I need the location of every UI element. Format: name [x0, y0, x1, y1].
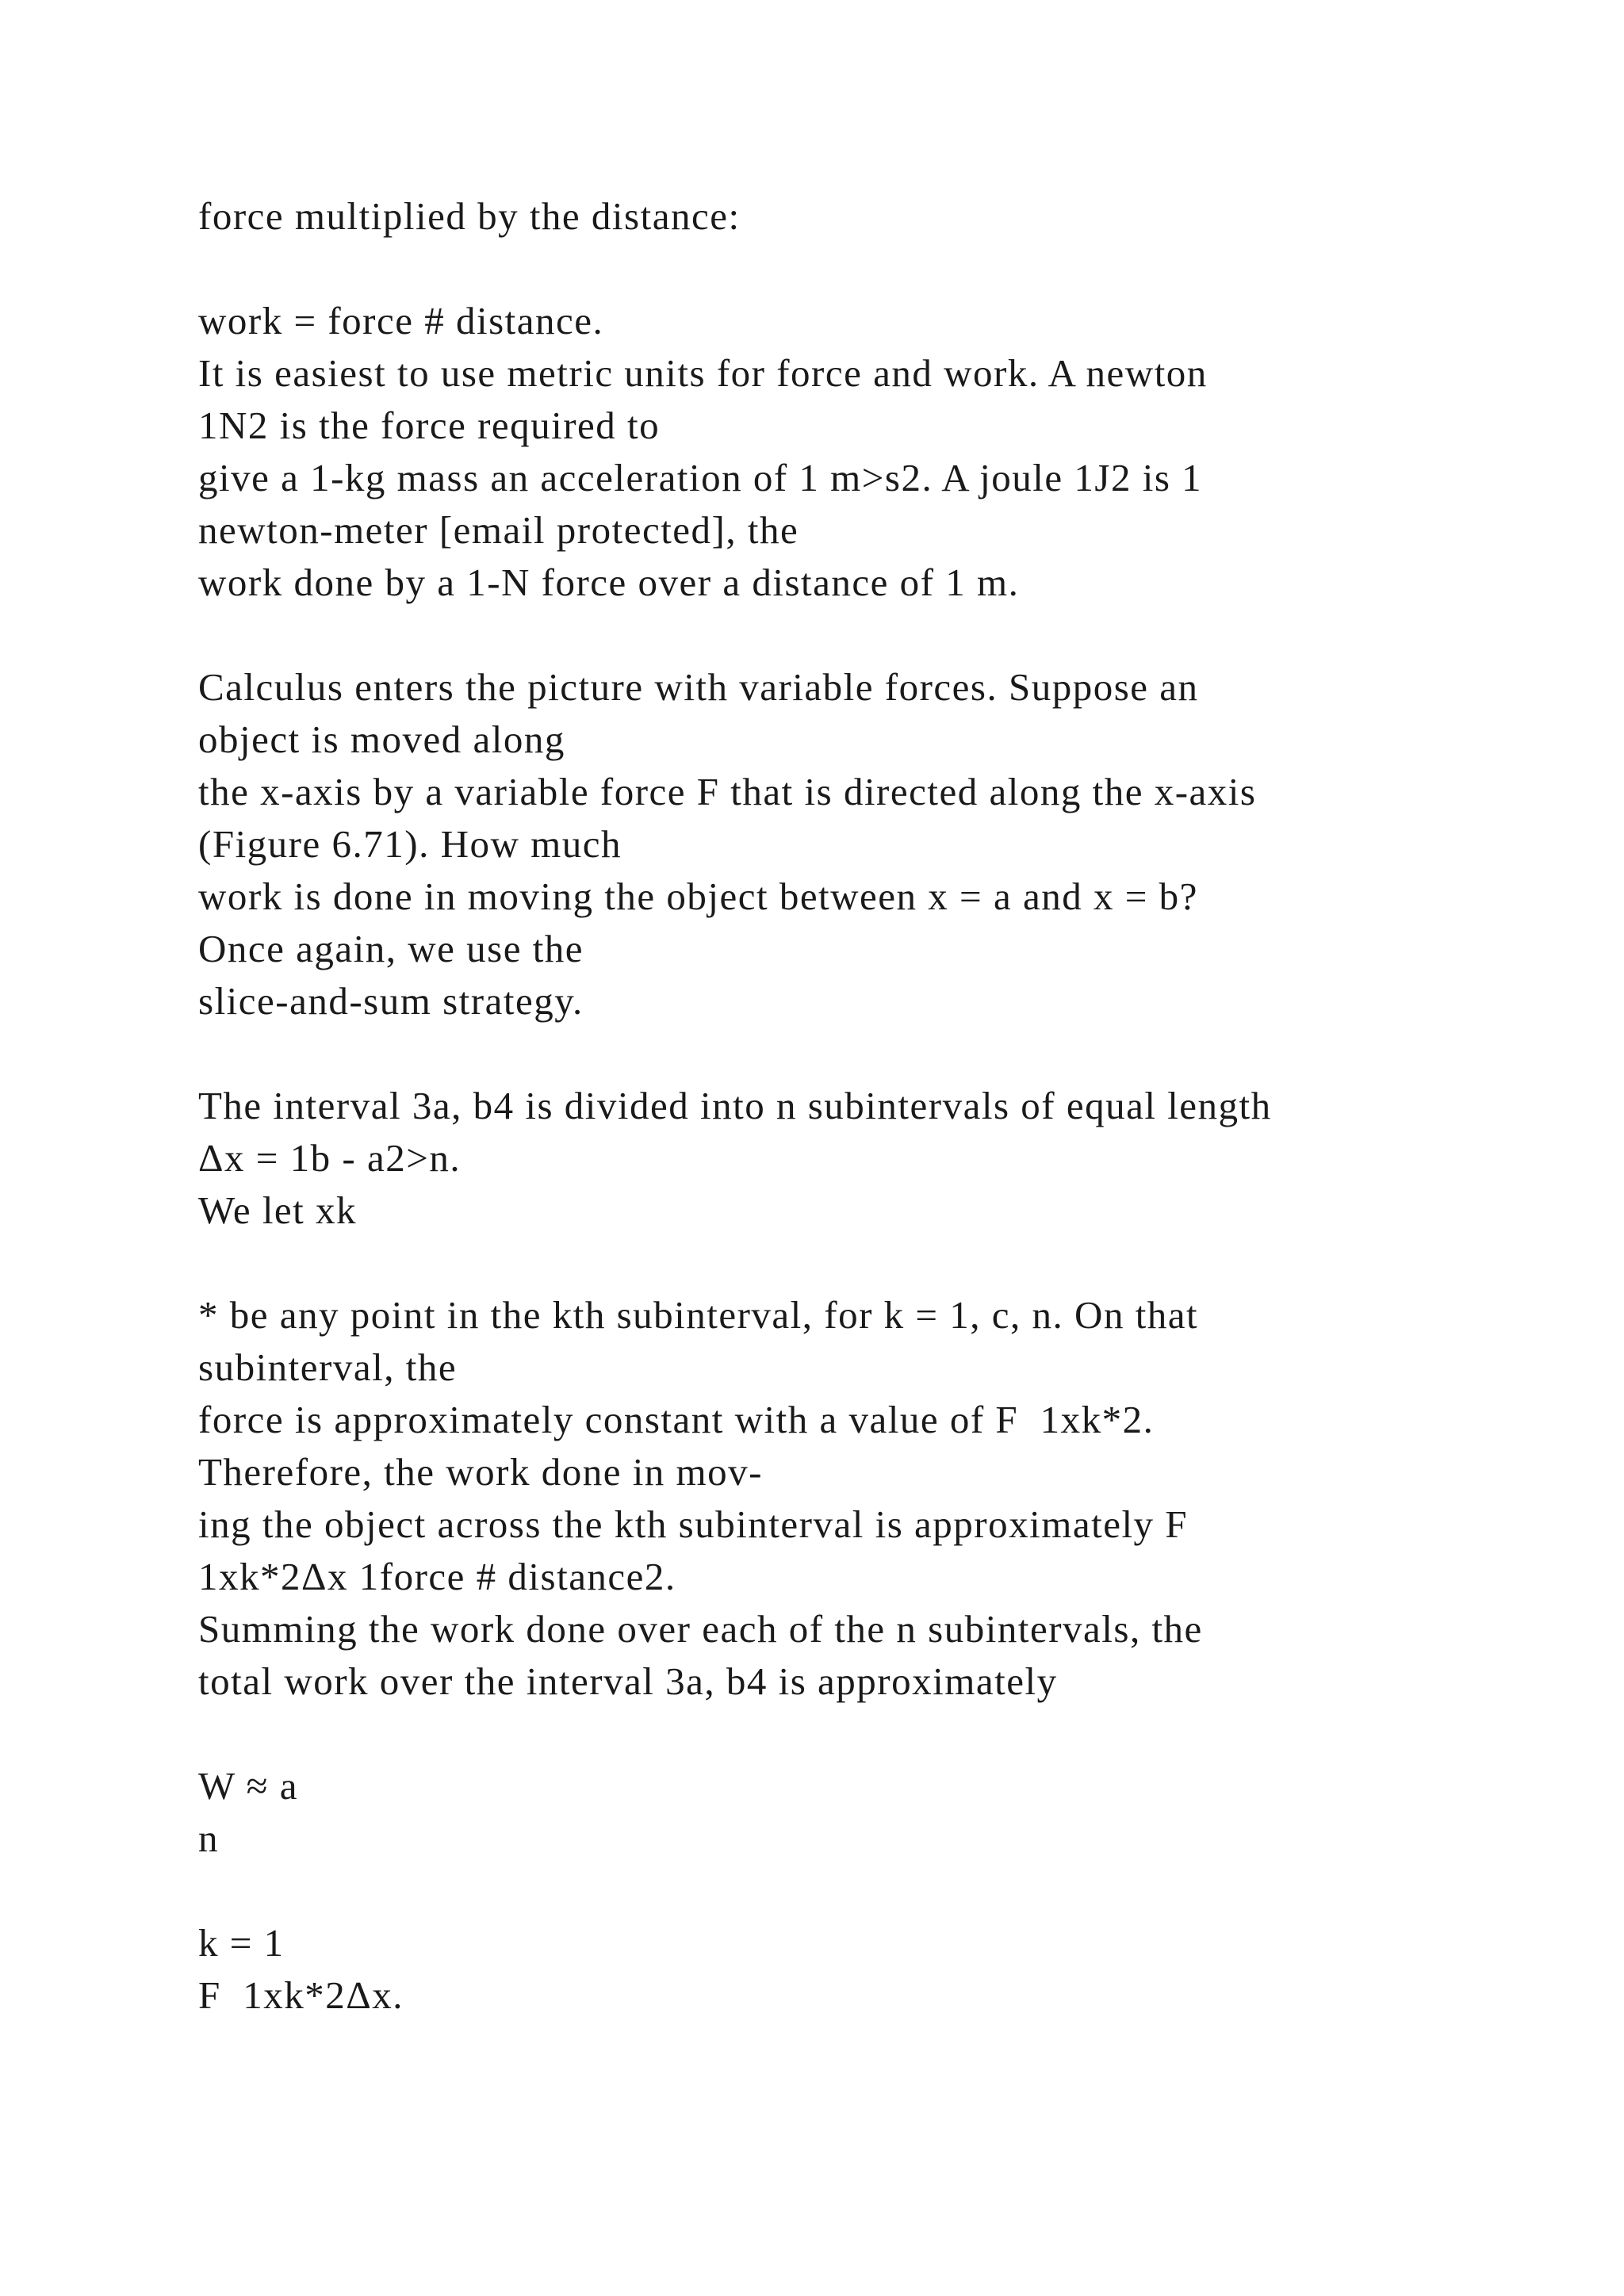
text-line: We let xk: [198, 1188, 358, 1232]
text-line: n: [198, 1816, 219, 1860]
text-line: The interval 3a, b4 is divided into n subintervals of equal length: [198, 1084, 1272, 1127]
text-line: Calculus enters the picture with variable forces. Suppose an: [198, 665, 1199, 709]
blank-line: [198, 1027, 1546, 1080]
blank-line: [198, 1865, 1546, 1917]
text-line: object is moved along: [198, 718, 565, 761]
text-line: W ≈ a: [198, 1764, 299, 1808]
text-line: newton-meter [email protected], the: [198, 508, 799, 552]
text-line: k = 1: [198, 1921, 285, 1965]
text-line: 1N2 is the force required to: [198, 404, 661, 447]
blank-line: [198, 243, 1546, 295]
blank-line: [198, 1708, 1546, 1760]
text-line: force is approximately constant with a value of F 1xk*2.: [198, 1398, 1155, 1441]
text-line: Therefore, the work done in mov-: [198, 1450, 763, 1494]
text-line: ing the object across the kth subinterval is approximately F: [198, 1502, 1189, 1546]
text-line: work done by a 1-N force over a distance of 1 m.: [198, 561, 1020, 604]
blank-line: [198, 1237, 1546, 1289]
text-line: (Figure 6.71). How much: [198, 822, 622, 866]
text-line: * be any point in the kth subinterval, for k = 1, c, n. On that: [198, 1293, 1199, 1337]
blank-line: [198, 609, 1546, 661]
text-line: give a 1-kg mass an acceleration of 1 m>s2. A joule 1J2 is 1: [198, 456, 1203, 499]
text-line: slice-and-sum strategy.: [198, 979, 584, 1023]
text-line: It is easiest to use metric units for force and work. A newton: [198, 351, 1208, 395]
document-body: [198, 190, 1546, 2022]
text-line: force multiplied by the distance:: [198, 194, 741, 238]
text-line: Summing the work done over each of the n subintervals, the: [198, 1607, 1203, 1651]
text-line: work = force # distance.: [198, 299, 604, 342]
text-line: total work over the interval 3a, b4 is approximately: [198, 1659, 1058, 1703]
text-line: Once again, we use the: [198, 927, 584, 970]
text-line: subinterval, the: [198, 1345, 458, 1389]
text-line: work is done in moving the object between x = a and x = b?: [198, 874, 1198, 918]
text-line: 1xk*2Δx 1force # distance2.: [198, 1555, 676, 1598]
text-line: F 1xk*2Δx.: [198, 1973, 404, 2017]
text-line: Δx = 1b - a2>n.: [198, 1136, 462, 1180]
text-line: the x-axis by a variable force F that is directed along the x-axis: [198, 770, 1257, 813]
